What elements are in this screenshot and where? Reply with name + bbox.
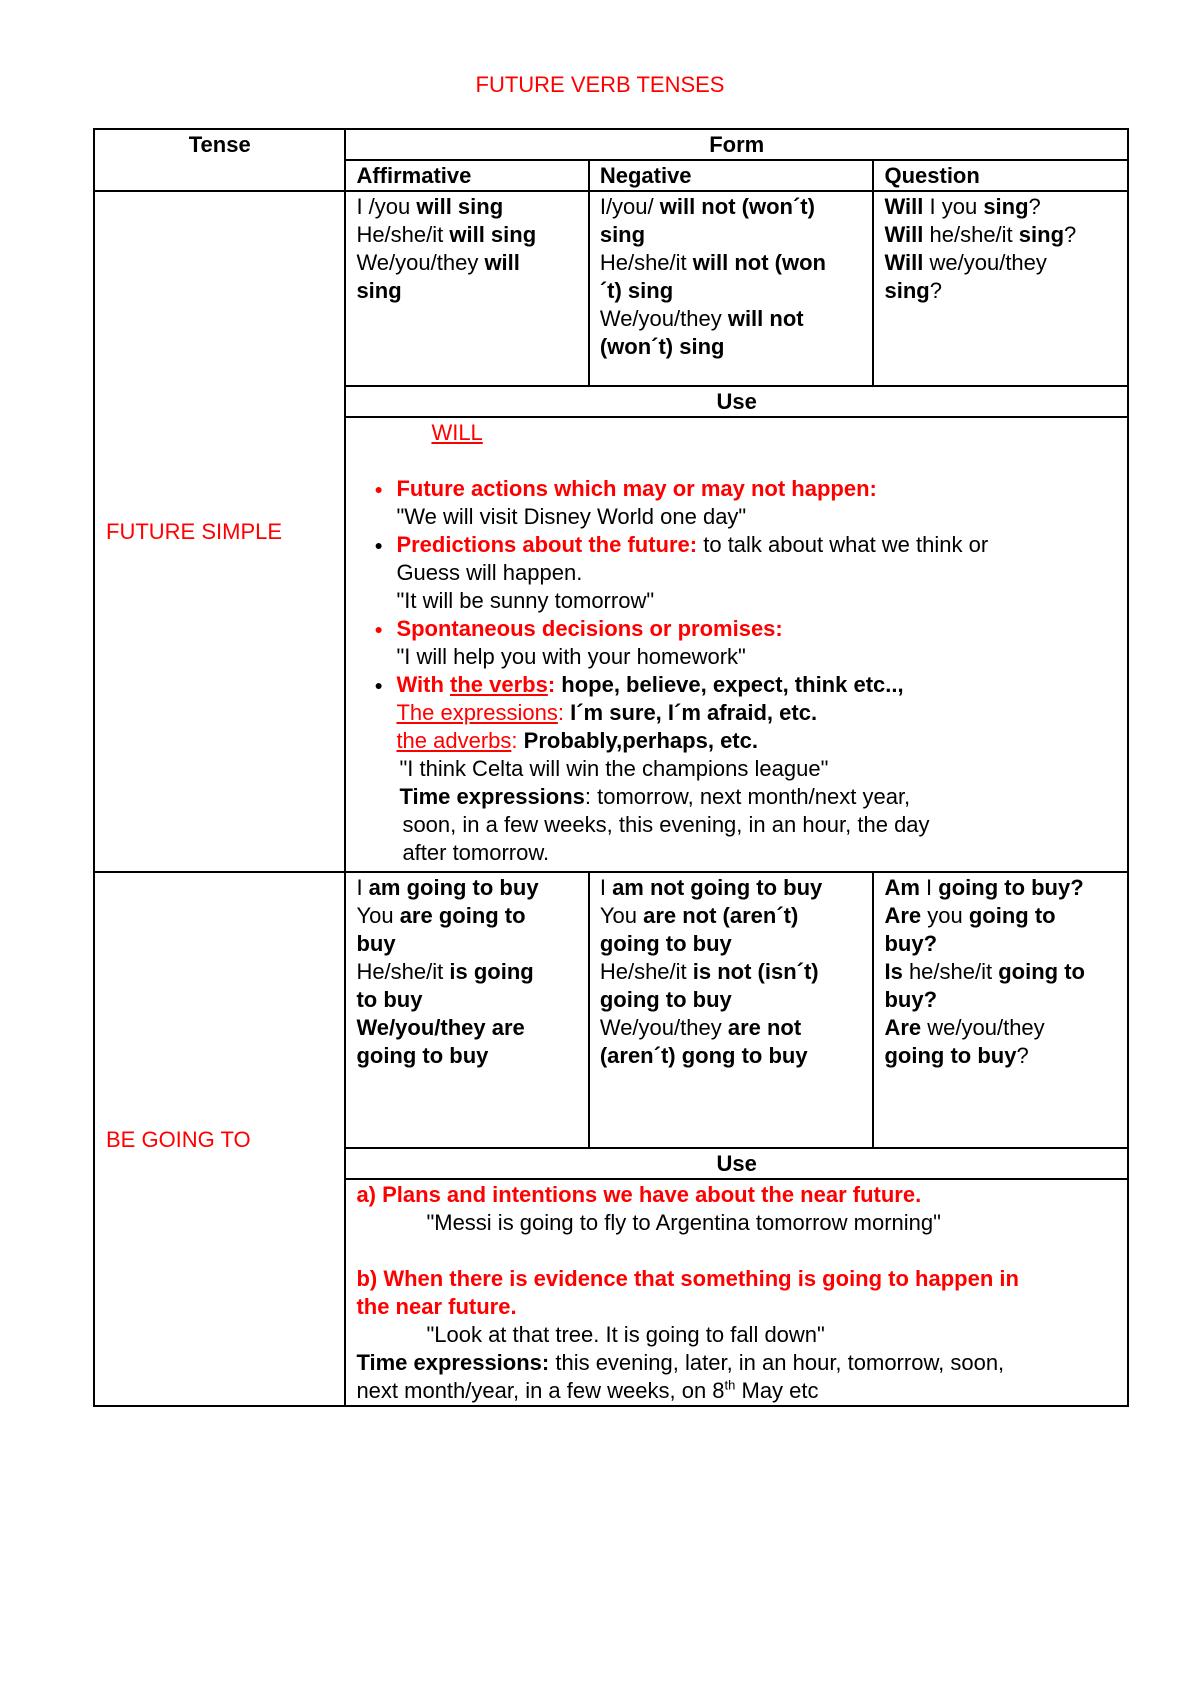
verb-form: will sing	[449, 222, 537, 247]
verb-form: buy?	[884, 931, 938, 956]
verb-form: sing	[983, 194, 1029, 219]
use-label: With	[396, 672, 450, 697]
verb-form: am not going to buy	[612, 875, 823, 900]
subject-text: I you	[923, 194, 984, 219]
future-simple-use-header: Use	[345, 386, 1128, 417]
form-header: Form	[345, 129, 1128, 160]
going-to-use	[345, 1179, 1128, 1406]
use-example: "I think Celta will win the champions league"	[399, 756, 829, 781]
form-line	[356, 277, 577, 305]
time-expressions	[356, 783, 1117, 811]
subject-text: he/she/it	[923, 222, 1019, 247]
future-simple-affirmative	[345, 191, 588, 386]
use-label: :	[547, 672, 556, 697]
use-label: Future actions which may or may not happen:	[396, 476, 877, 501]
subject-text: he/she/it	[902, 959, 999, 984]
use-text: Guess will happen.	[396, 560, 583, 585]
going-to-use-header: Use	[345, 1148, 1128, 1179]
subject-text: You	[599, 903, 644, 928]
question-header: Question	[873, 160, 1128, 191]
verb-form: am going to buy	[368, 875, 539, 900]
form-line	[884, 958, 1117, 986]
form-line	[600, 874, 863, 902]
subject-text: We/you/they	[599, 1015, 728, 1040]
form-line	[600, 902, 863, 930]
subject-text: we/you/they	[923, 250, 1047, 275]
verb-form: will sing	[416, 194, 504, 219]
future-simple-label: FUTURE SIMPLE	[94, 191, 345, 872]
verb-form: will	[484, 250, 520, 275]
verb-form: is going	[449, 959, 534, 984]
future-simple-use	[345, 417, 1128, 872]
form-line	[884, 1014, 1117, 1042]
form-line	[600, 930, 863, 958]
form-line	[600, 333, 863, 361]
subject-text: He/she/it	[356, 222, 450, 247]
form-line	[600, 1042, 863, 1070]
time-sup: th	[724, 1377, 736, 1393]
subject-text: He/she/it	[599, 250, 693, 275]
use-example: "Look at that tree. It is going to fall down"	[426, 1322, 825, 1347]
time-text: after tomorrow.	[402, 840, 550, 865]
verb-form: sing	[356, 278, 402, 303]
verb-form: going to buy	[356, 1043, 489, 1068]
verb-form: to buy	[356, 987, 423, 1012]
time-label: Time expressions	[399, 784, 585, 809]
form-line	[356, 1014, 577, 1042]
subject-text: you	[921, 903, 969, 928]
verb-form: going to buy	[884, 1043, 1017, 1068]
verb-form: Will	[884, 194, 924, 219]
form-line	[884, 277, 1117, 305]
use-label: b) When there is evidence that something is going to happen in	[356, 1266, 1019, 1291]
verb-form: will not (won´t)	[659, 194, 815, 219]
list-item	[396, 475, 1117, 531]
form-line	[356, 874, 577, 902]
verb-form: Will	[884, 250, 924, 275]
subject-text: ?	[929, 278, 942, 303]
list-item	[396, 615, 1117, 671]
form-line	[884, 193, 1117, 221]
verb-form: buy	[356, 931, 396, 956]
time-label: Time expressions:	[356, 1350, 550, 1375]
verb-form: Will	[884, 222, 924, 247]
subject-text: We/you/they	[356, 250, 485, 275]
verb-form: is not (isn´t)	[692, 959, 819, 984]
page-title: FUTURE VERB TENSES	[475, 72, 725, 97]
subject-text: we/you/they	[921, 1015, 1045, 1040]
form-line	[356, 986, 577, 1014]
use-example: "We will visit Disney World one day"	[396, 504, 747, 529]
form-line	[600, 277, 863, 305]
form-line	[600, 958, 863, 986]
verb-form: going to buy	[599, 987, 732, 1012]
use-text: Probably,perhaps, etc.	[517, 728, 758, 753]
form-line	[356, 221, 577, 249]
time-text: May etc	[735, 1378, 819, 1403]
form-line	[600, 221, 863, 249]
form-line	[356, 958, 577, 986]
verb-form: going to	[968, 903, 1056, 928]
verb-form: ´t) sing	[599, 278, 674, 303]
list-item: ● With the verbs: hope, believe, expect, think etc.., The expressions: I´m sure, I´m afraid, etc. the adverbs: Probably,perhaps, etc.	[396, 671, 1117, 755]
going-to-affirmative	[345, 872, 588, 1148]
subject-text: We/you/they	[599, 306, 728, 331]
verb-form: are not (aren´t)	[643, 903, 799, 928]
time-text: this evening, later, in an hour, tomorrow, soon,	[549, 1350, 1005, 1375]
form-line	[884, 1042, 1117, 1070]
form-line	[600, 305, 863, 333]
will-uses-list	[356, 475, 1117, 755]
form-line	[356, 249, 577, 277]
subject-text: ?	[1016, 1043, 1029, 1068]
verb-form: Am	[884, 875, 920, 900]
use-label: The expressions	[396, 700, 558, 725]
verb-form: buy?	[884, 987, 938, 1012]
form-line	[356, 1042, 577, 1070]
subject-text: I/you/	[599, 194, 660, 219]
subject-text: He/she/it	[356, 959, 450, 984]
time-expressions	[356, 1349, 1117, 1377]
form-line	[356, 193, 577, 221]
use-label: the near future.	[356, 1294, 517, 1319]
subject-text: You	[356, 903, 400, 928]
verb-form: will not (won	[692, 250, 826, 275]
verb-form: going to	[998, 959, 1085, 984]
verb-form: going to buy?	[938, 875, 1084, 900]
use-text: hope, believe, expect, think etc..,	[555, 672, 904, 697]
subject-text: ?	[1028, 194, 1041, 219]
subject-text: I	[919, 875, 939, 900]
form-line	[600, 249, 863, 277]
verb-form: going to buy	[599, 931, 732, 956]
subject-text: ?	[1064, 222, 1077, 247]
time-text: soon, in a few weeks, this evening, in an hour, the day	[402, 812, 930, 837]
verb-form: Are	[884, 903, 922, 928]
use-label: Spontaneous decisions or promises:	[396, 616, 783, 641]
form-line	[884, 986, 1117, 1014]
use-label: the adverbs	[396, 728, 512, 753]
use-example: "I will help you with your homework"	[396, 644, 746, 669]
form-line	[884, 874, 1117, 902]
verb-form: (won´t) sing	[599, 334, 725, 359]
will-heading: WILL	[431, 420, 483, 445]
negative-header: Negative	[589, 160, 874, 191]
form-line	[356, 930, 577, 958]
verb-form: Is	[884, 959, 903, 984]
subject-text: I	[599, 875, 613, 900]
use-label: a) Plans and intentions we have about the near future.	[356, 1182, 922, 1207]
form-line	[884, 221, 1117, 249]
subject-text: I /you	[356, 194, 417, 219]
verb-form: are going to	[399, 903, 526, 928]
time-text: next month/year, in a few weeks, on 8	[356, 1378, 725, 1403]
use-text: I´m sure, I´m afraid, etc.	[563, 700, 818, 725]
future-simple-question	[873, 191, 1128, 386]
form-line	[356, 902, 577, 930]
verb-form: (aren´t) gong to buy	[599, 1043, 808, 1068]
form-line	[884, 930, 1117, 958]
verb-form: We/you/they are	[356, 1015, 525, 1040]
use-text: to talk about what we think or	[697, 532, 989, 557]
form-line	[600, 193, 863, 221]
verb-form: sing	[884, 278, 930, 303]
tenses-table	[93, 128, 1129, 1407]
time-expressions	[356, 1377, 1117, 1405]
form-line	[884, 902, 1117, 930]
time-text: : tomorrow, next month/next year,	[584, 784, 911, 809]
list-item	[396, 531, 1117, 615]
verb-form: are not	[727, 1015, 802, 1040]
use-example: "Messi is going to fly to Argentina tomorrow morning"	[426, 1210, 941, 1235]
subject-text: I	[356, 875, 369, 900]
going-to-question	[873, 872, 1128, 1148]
form-line	[884, 249, 1117, 277]
subject-text: He/she/it	[599, 959, 693, 984]
future-simple-negative	[589, 191, 874, 386]
affirmative-header: Affirmative	[345, 160, 588, 191]
going-to-label: BE GOING TO	[94, 872, 345, 1406]
verb-form: will not	[727, 306, 804, 331]
verb-form: sing	[599, 222, 646, 247]
form-line	[600, 986, 863, 1014]
use-example: "It will be sunny tomorrow"	[396, 588, 655, 613]
verb-form: Are	[884, 1015, 922, 1040]
use-label: Predictions about the future:	[396, 532, 698, 557]
tense-header: Tense	[94, 129, 345, 191]
form-line	[600, 1014, 863, 1042]
use-label: the verbs	[450, 672, 548, 697]
verb-form: sing	[1018, 222, 1065, 247]
going-to-negative	[589, 872, 874, 1148]
